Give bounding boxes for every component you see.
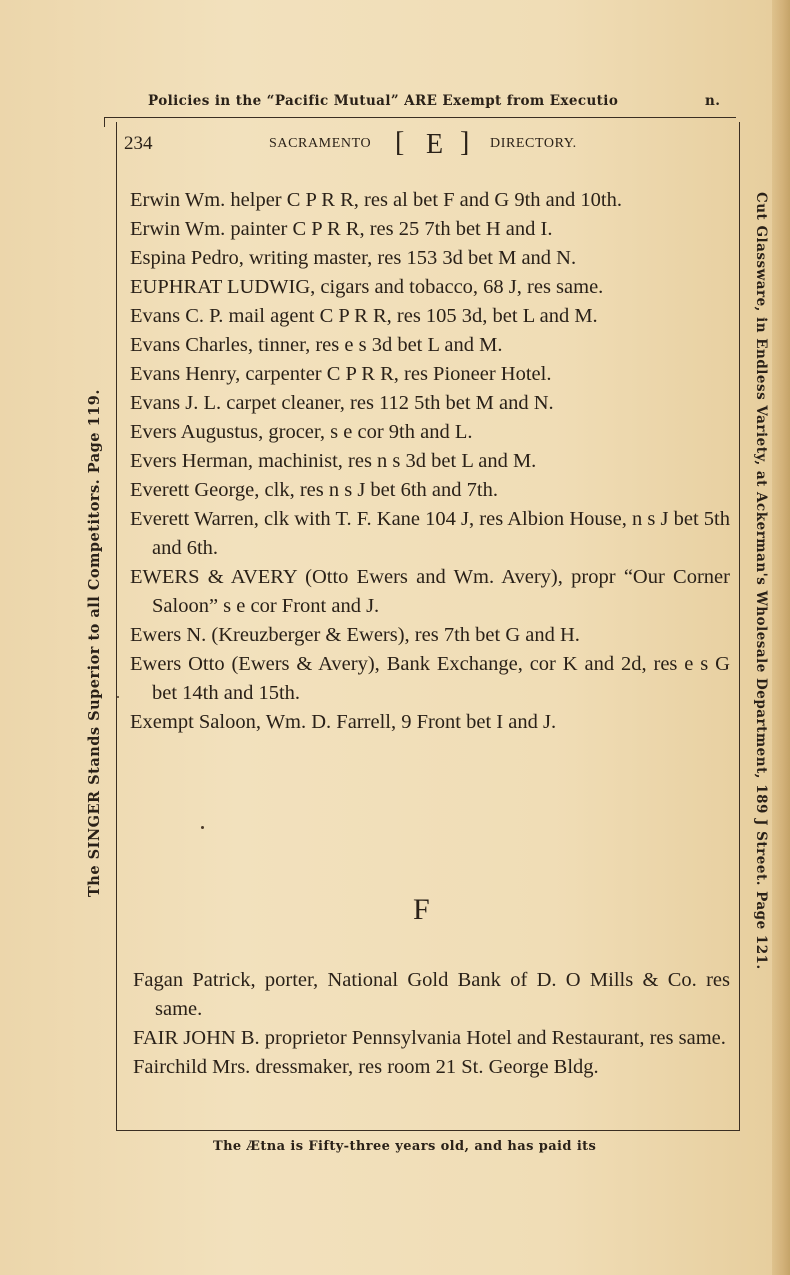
directory-entry: Evers Augustus, grocer, s e cor 9th and L. bbox=[130, 421, 473, 443]
directory-entry: Erwin Wm. helper C P R R, res al bet F and G 9th and 10th. bbox=[130, 189, 622, 211]
directory-entries-f bbox=[133, 966, 730, 1082]
top-ad-tail: n. bbox=[705, 93, 721, 109]
directory-entry: Ewers Otto (Ewers & Avery), Bank Exchange, cor K and 2d, res e s G bet 14th and 15th. bbox=[130, 653, 730, 704]
directory-entry: Exempt Saloon, Wm. D. Farrell, 9 Front bet I and J. bbox=[130, 711, 557, 733]
directory-entry: Evans J. L. carpet cleaner, res 112 5th bet M and N. bbox=[130, 392, 554, 414]
bottom-advertisement: The Ætna is Fifty-three years old, and has paid its bbox=[213, 1139, 597, 1154]
page-number: 234 bbox=[124, 133, 153, 154]
top-advertisement bbox=[148, 93, 748, 109]
directory-entry: Fairchild Mrs. dressmaker, res room 21 St. George Bldg. bbox=[133, 1056, 599, 1078]
directory-entry: FAIR JOHN B. proprietor Pennsylvania Hotel and Restaurant, res same. bbox=[133, 1027, 726, 1049]
directory-entry: Evans Henry, carpenter C P R R, res Pioneer Hotel. bbox=[130, 363, 552, 385]
directory-entry: Evans C. P. mail agent C P R R, res 105 3d, bet L and M. bbox=[130, 305, 598, 327]
bottom-rule bbox=[116, 1130, 738, 1131]
directory-entry: Fagan Patrick, porter, National Gold Bank of D. O Mills & Co. res same. bbox=[133, 969, 730, 1020]
ink-speck bbox=[117, 696, 119, 698]
header-bracket-right: ] bbox=[460, 127, 470, 158]
header-city: SACRAMENTO bbox=[269, 136, 372, 151]
directory-entry: EUPHRAT LUDWIG, cigars and tobacco, 68 J, res same. bbox=[130, 276, 604, 298]
ink-speck bbox=[201, 826, 204, 829]
right-margin-advertisement: Cut Glassware, in Endless Variety, at Ackerman's Wholesale Department, 189 J Street. Page 121. bbox=[753, 192, 769, 970]
header-letter: E bbox=[426, 129, 444, 160]
left-margin-advertisement: The SINGER Stands Superior to all Competitors. Page 119. bbox=[86, 389, 103, 897]
header-directory: DIRECTORY. bbox=[490, 136, 577, 151]
directory-entry: Evans Charles, tinner, res e s 3d bet L and M. bbox=[130, 334, 503, 356]
directory-entry: Everett George, clk, res n s J bet 6th and 7th. bbox=[130, 479, 498, 501]
directory-entry: EWERS & AVERY (Otto Ewers and Wm. Avery), propr “Our Corner Saloon” s e cor Front and J. bbox=[130, 566, 730, 617]
frame-top-rule bbox=[104, 117, 736, 118]
section-heading-f: F bbox=[413, 893, 431, 926]
directory-entry: Erwin Wm. painter C P R R, res 25 7th bet H and I. bbox=[130, 218, 553, 240]
running-header bbox=[124, 127, 724, 165]
page-edge-shadow bbox=[772, 0, 790, 1275]
header-bracket-left: [ bbox=[395, 127, 405, 158]
directory-entry: Ewers N. (Kreuzberger & Ewers), res 7th bet G and H. bbox=[130, 624, 580, 646]
frame-top-tick bbox=[104, 117, 105, 127]
directory-entries-e bbox=[130, 186, 730, 737]
top-ad-text: Policies in the “Pacific Mutual” ARE Exempt from Executio bbox=[148, 93, 619, 109]
directory-entry: Evers Herman, machinist, res n s 3d bet L and M. bbox=[130, 450, 537, 472]
directory-entry: Espina Pedro, writing master, res 153 3d bet M and N. bbox=[130, 247, 577, 269]
directory-entry: Everett Warren, clk with T. F. Kane 104 J, res Albion House, n s J bet 5th and 6th. bbox=[130, 508, 730, 559]
